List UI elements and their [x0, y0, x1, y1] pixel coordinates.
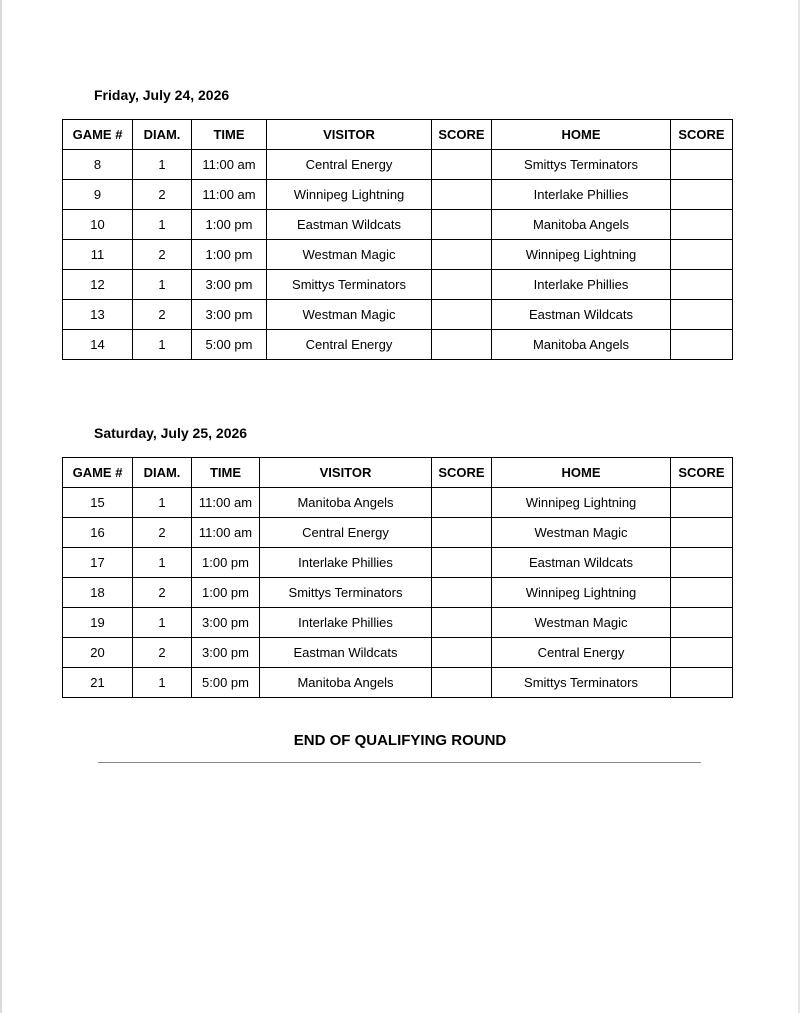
cell-visitor-score — [432, 638, 492, 668]
cell-diamond: 2 — [133, 300, 192, 330]
cell-visitor: Manitoba Angels — [260, 488, 432, 518]
table-row — [63, 548, 733, 578]
cell-visitor: Westman Magic — [267, 300, 432, 330]
cell-visitor: Winnipeg Lightning — [267, 180, 432, 210]
cell-game-number: 17 — [63, 548, 133, 578]
cell-time: 11:00 am — [192, 518, 260, 548]
cell-visitor-score — [432, 330, 492, 360]
cell-diamond: 2 — [133, 518, 192, 548]
cell-home-score — [671, 668, 733, 698]
cell-home: Interlake Phillies — [492, 180, 671, 210]
column-header-visitor: VISITOR — [260, 458, 432, 488]
cell-home: Interlake Phillies — [492, 270, 671, 300]
cell-visitor-score — [432, 300, 492, 330]
cell-time: 11:00 am — [192, 150, 267, 180]
cell-home: Smittys Terminators — [492, 668, 671, 698]
table-row — [63, 210, 733, 240]
cell-diamond: 2 — [133, 638, 192, 668]
cell-diamond: 1 — [133, 270, 192, 300]
cell-visitor: Central Energy — [260, 518, 432, 548]
cell-diamond: 1 — [133, 548, 192, 578]
cell-visitor-score — [432, 270, 492, 300]
column-header-time: TIME — [192, 120, 267, 150]
end-of-round-title: END OF QUALIFYING ROUND — [293, 732, 507, 749]
cell-time: 5:00 pm — [192, 668, 260, 698]
cell-visitor-score — [432, 518, 492, 548]
cell-visitor-score — [432, 488, 492, 518]
page-edge — [0, 0, 2, 1013]
cell-home: Winnipeg Lightning — [492, 488, 671, 518]
column-header-home-score: SCORE — [671, 120, 733, 150]
cell-diamond: 1 — [133, 150, 192, 180]
table-body — [63, 150, 733, 360]
cell-time: 3:00 pm — [192, 638, 260, 668]
cell-game-number: 13 — [63, 300, 133, 330]
cell-home-score — [671, 608, 733, 638]
column-header-diamond: DIAM. — [133, 458, 192, 488]
cell-diamond: 2 — [133, 180, 192, 210]
cell-time: 11:00 am — [192, 488, 260, 518]
cell-home: Winnipeg Lightning — [492, 578, 671, 608]
cell-home-score — [671, 210, 733, 240]
cell-visitor: Manitoba Angels — [260, 668, 432, 698]
schedule-table-saturday — [62, 457, 733, 698]
cell-time: 3:00 pm — [192, 300, 267, 330]
cell-visitor: Eastman Wildcats — [260, 638, 432, 668]
cell-diamond: 1 — [133, 210, 192, 240]
table-row — [63, 300, 733, 330]
cell-game-number: 20 — [63, 638, 133, 668]
cell-visitor-score — [432, 240, 492, 270]
cell-game-number: 15 — [63, 488, 133, 518]
cell-visitor: Interlake Phillies — [260, 608, 432, 638]
table-row — [63, 488, 733, 518]
table-row — [63, 638, 733, 668]
table-body — [63, 488, 733, 698]
cell-home: Westman Magic — [492, 608, 671, 638]
cell-time: 3:00 pm — [192, 608, 260, 638]
schedule-table-friday — [62, 119, 733, 360]
day-heading-saturday: Saturday, July 25, 2026 — [94, 425, 248, 441]
table-row — [63, 180, 733, 210]
cell-home: Smittys Terminators — [492, 150, 671, 180]
cell-home-score — [671, 300, 733, 330]
cell-time: 1:00 pm — [192, 578, 260, 608]
cell-visitor-score — [432, 548, 492, 578]
cell-diamond: 1 — [133, 668, 192, 698]
cell-home-score — [671, 270, 733, 300]
column-header-diamond: DIAM. — [133, 120, 192, 150]
cell-visitor: Westman Magic — [267, 240, 432, 270]
column-header-visitor-score: SCORE — [432, 120, 492, 150]
table-row — [63, 240, 733, 270]
cell-visitor: Smittys Terminators — [260, 578, 432, 608]
table-row — [63, 270, 733, 300]
cell-visitor: Central Energy — [267, 150, 432, 180]
column-header-visitor: VISITOR — [267, 120, 432, 150]
cell-game-number: 21 — [63, 668, 133, 698]
cell-home: Central Energy — [492, 638, 671, 668]
cell-time: 5:00 pm — [192, 330, 267, 360]
cell-diamond: 1 — [133, 330, 192, 360]
cell-game-number: 16 — [63, 518, 133, 548]
cell-time: 11:00 am — [192, 180, 267, 210]
cell-home: Westman Magic — [492, 518, 671, 548]
cell-game-number: 19 — [63, 608, 133, 638]
cell-home: Eastman Wildcats — [492, 300, 671, 330]
cell-home-score — [671, 518, 733, 548]
cell-visitor-score — [432, 210, 492, 240]
cell-game-number: 12 — [63, 270, 133, 300]
column-header-home-score: SCORE — [671, 458, 733, 488]
column-header-game: GAME # — [63, 120, 133, 150]
column-header-visitor-score: SCORE — [432, 458, 492, 488]
cell-visitor-score — [432, 578, 492, 608]
cell-game-number: 11 — [63, 240, 133, 270]
column-header-home: HOME — [492, 458, 671, 488]
table-row — [63, 330, 733, 360]
horizontal-rule — [98, 762, 701, 763]
cell-time: 1:00 pm — [192, 240, 267, 270]
table-row — [63, 668, 733, 698]
cell-visitor: Interlake Phillies — [260, 548, 432, 578]
cell-home-score — [671, 330, 733, 360]
cell-diamond: 2 — [133, 578, 192, 608]
cell-game-number: 10 — [63, 210, 133, 240]
table-row — [63, 150, 733, 180]
table-row — [63, 578, 733, 608]
cell-visitor-score — [432, 150, 492, 180]
cell-home: Manitoba Angels — [492, 330, 671, 360]
cell-visitor: Eastman Wildcats — [267, 210, 432, 240]
column-header-time: TIME — [192, 458, 260, 488]
cell-game-number: 18 — [63, 578, 133, 608]
cell-visitor: Central Energy — [267, 330, 432, 360]
cell-home-score — [671, 548, 733, 578]
cell-visitor-score — [432, 668, 492, 698]
cell-home-score — [671, 180, 733, 210]
table-row — [63, 608, 733, 638]
column-header-home: HOME — [492, 120, 671, 150]
column-header-game: GAME # — [63, 458, 133, 488]
cell-home: Winnipeg Lightning — [492, 240, 671, 270]
cell-diamond: 2 — [133, 240, 192, 270]
cell-home-score — [671, 240, 733, 270]
cell-time: 1:00 pm — [192, 548, 260, 578]
cell-visitor-score — [432, 180, 492, 210]
cell-home-score — [671, 488, 733, 518]
table-row — [63, 518, 733, 548]
cell-home-score — [671, 638, 733, 668]
cell-visitor: Smittys Terminators — [267, 270, 432, 300]
cell-visitor-score — [432, 608, 492, 638]
cell-game-number: 9 — [63, 180, 133, 210]
cell-game-number: 8 — [63, 150, 133, 180]
cell-home: Eastman Wildcats — [492, 548, 671, 578]
table-header-row — [63, 458, 733, 488]
cell-diamond: 1 — [133, 488, 192, 518]
cell-diamond: 1 — [133, 608, 192, 638]
day-heading-friday: Friday, July 24, 2026 — [94, 87, 230, 103]
cell-time: 1:00 pm — [192, 210, 267, 240]
cell-home: Manitoba Angels — [492, 210, 671, 240]
cell-game-number: 14 — [63, 330, 133, 360]
table-header-row — [63, 120, 733, 150]
cell-home-score — [671, 578, 733, 608]
cell-home-score — [671, 150, 733, 180]
cell-time: 3:00 pm — [192, 270, 267, 300]
